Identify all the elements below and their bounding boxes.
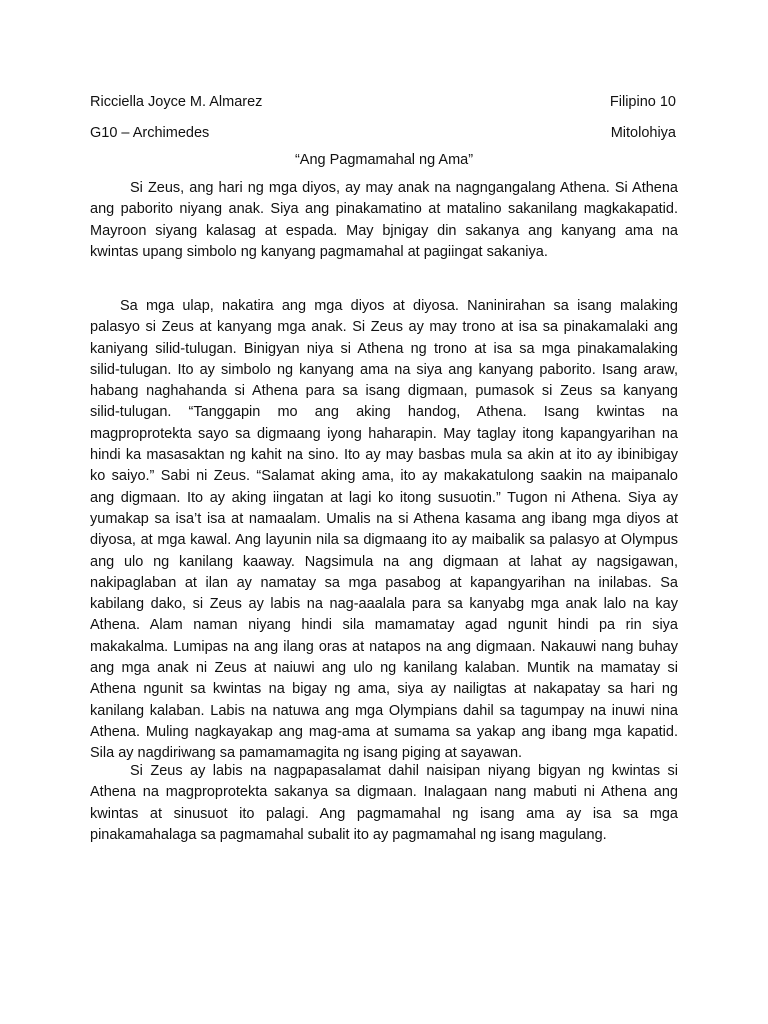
text-line: diyosa, at mga kawal. Ang layunin nila sa digmaang ito ay maibalik sa palasyo at Olympus: [90, 532, 678, 549]
text-line: ang digmaan. Ito ay aking iingatan at lagi ko itong susuotin.” Tugon ni Athena. Siya ay: [90, 489, 678, 506]
author-name: Ricciella Joyce M. Almarez: [90, 94, 263, 110]
header-row-2: [90, 124, 676, 142]
text-line: kanilang kalaban. Labis na natuwa ang mga Olympians dahil sa tagumpay na inuwi nina: [90, 702, 678, 719]
text-line: Sila ay nagdiriwang sa pamamamagita ng isang piging at sayawan.: [90, 745, 523, 762]
text-line: hindi ka masasaktan ng kahit na sino. Ito ay may basbas mula sa akin at ito ay ibinibigay: [90, 447, 678, 464]
text-line: silid-tulugan. “Tanggapin mo ang aking handog, Athena. Isang kwintas na: [90, 404, 678, 421]
paragraph-1: [90, 178, 678, 263]
topic-label: Mitolohiya: [610, 125, 676, 141]
text-line: Athena ngunit sa kwintas na bigay ng ama, siya ay nailigtas at nakapatay sa hari ng: [90, 681, 678, 698]
text-line: kwintas upang simbolo ng kanyang pagmamahal at pagiingat sakaniya.: [90, 243, 548, 260]
text-line: ang paborito niyang anak. Siya ang pinakamatino at matalino sakanilang magkakapatid.: [90, 201, 678, 218]
paragraph-2: [90, 296, 678, 765]
header-row-1: [90, 93, 676, 111]
text-line: Mayroon siyang kalasag at espada. May bjnigay din sakanya ang kanyang ama na: [90, 222, 678, 239]
text-line: yumakap sa isa’t isa at namaalam. Umalis na si Athena kasama ang ibang mga diyos at: [90, 510, 678, 527]
text-line: habang naghahanda si Athena para sa isang digmaan, pumasok si Zeus sa kanyang: [90, 383, 678, 400]
text-line: Sa mga ulap, nakatira ang mga diyos at diyosa. Naninirahan sa isang malaking: [120, 298, 678, 314]
section-label: G10 – Archimedes: [90, 125, 210, 141]
text-line: kwintas at sinusuot ito palagi. Ang pagmamahal ng isang ama ay isa sa mga: [90, 805, 678, 822]
text-line: Si Zeus, ang hari ng mga diyos, ay may anak na nagngangalang Athena. Si Athena: [130, 180, 678, 196]
text-line: pinakamahalaga sa pagmamahal subalit ito ay pagmamahal ng isang magulang.: [90, 826, 607, 843]
text-line: kabilang dako, si Zeus ay labis na nag-aaalala para sa kanyabg mga anak lalo na kay: [90, 596, 678, 613]
text-line: Athena na magproprotekta sakanya sa digmaan. Inalagaan nang mabuti ni Athena ang: [90, 784, 678, 801]
document-title: “Ang Pagmamahal ng Ama”: [294, 152, 474, 168]
text-line: silid-tulugan. Ito ay simbolo ng kanyang ama na siya ang kanyang paborito. Isang araw,: [90, 361, 678, 378]
text-line: magproprotekta sayo sa digmaang iyong haharapin. May taglay itong kapangyarihan na: [90, 425, 678, 442]
text-line: ang mga anak ni Zeus at naiuwi ang ulo ng kanilang kalaban. Muntik na mamatay si: [90, 660, 678, 677]
text-line: Athena. Alam naman niyang hindi sila mamamatay agad ngunit hindi pa rin siya: [90, 617, 678, 634]
text-line: ko saiyo.” Sabi ni Zeus. “Salamat aking ama, ito ay makakatulong saakin na maipanalo: [90, 468, 678, 485]
text-line: makakalma. Lumipas na ang ilang oras at natapos na ang digmaan. Nakauwi nang buhay: [90, 638, 678, 655]
subject-label: Filipino 10: [609, 94, 676, 110]
text-line: ang ulo ng kanilang kaaway. Nagsimula na ang digmaan at lahat ay nagsigawan,: [90, 553, 678, 570]
text-line: nakipaglaban at ilan ay namatay sa mga pasabog at kapangyarihan na inilabas. Sa: [90, 574, 678, 591]
text-line: Si Zeus ay labis na nagpapasalamat dahil naisipan niyang bigyan ng kwintas si: [130, 763, 678, 779]
text-line: kaniyang silid-tulugan. Binigyan niya si Athena ng trono at isa sa mga pinakamalaking: [90, 340, 678, 357]
text-line: palasyo si Zeus at kanyang mga anak. Si Zeus ay may trono at isa sa pinakamalaki ang: [90, 319, 678, 336]
text-line: Athena. Muling nagkayakap ang mag-ama at sumama sa yakap ang ibang mga kapatid.: [90, 723, 678, 740]
paragraph-3: [90, 761, 678, 846]
